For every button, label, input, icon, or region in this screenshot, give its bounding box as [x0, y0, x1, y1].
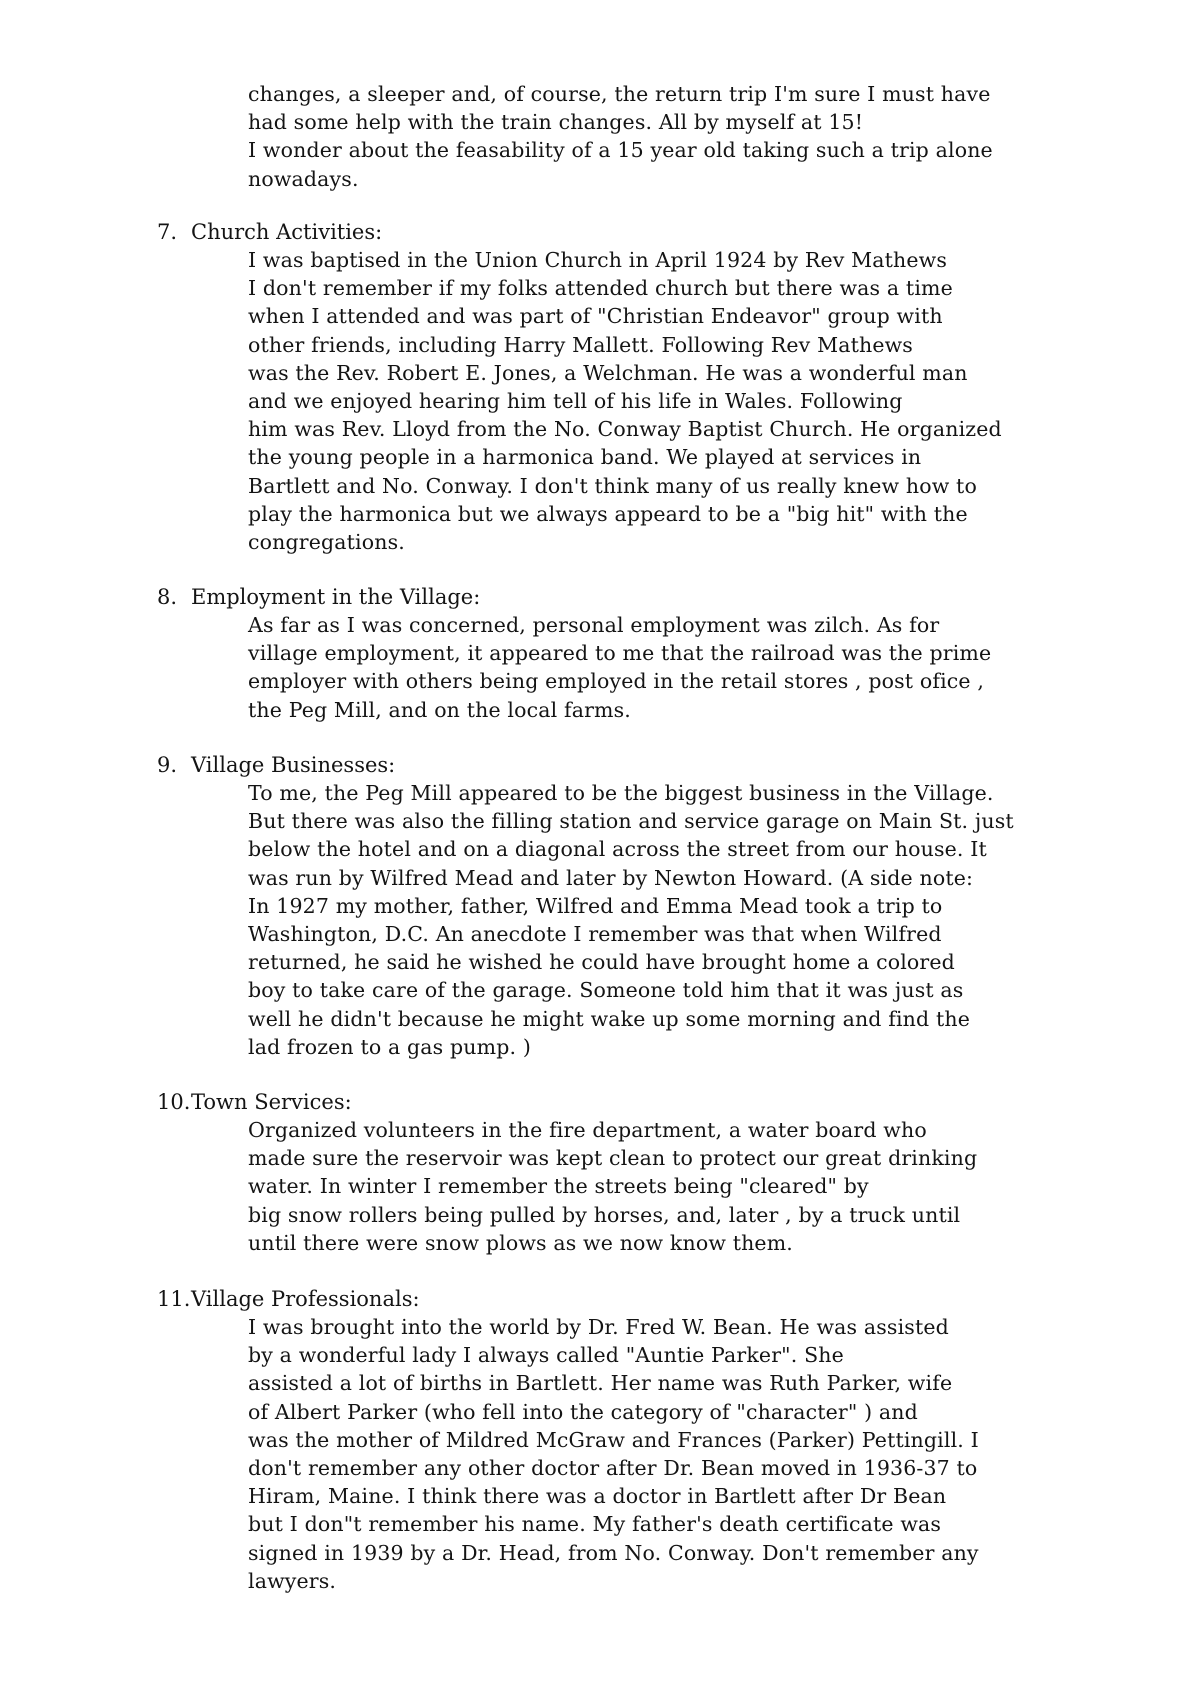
section-body: [248, 611, 1117, 724]
section-body: [248, 246, 1117, 556]
text-line: below the hotel and on a diagonal across the street from our house. It: [248, 837, 987, 862]
text-line: don't remember any other doctor after Dr. Bean moved in 1936-37 to: [248, 1456, 978, 1481]
text-line: lawyers.: [248, 1568, 337, 1593]
text-line: Washington, D.C. An anecdote I remember was that when Wilfred: [248, 922, 942, 947]
text-line: assisted a lot of births in Bartlett. Her name was Ruth Parker, wife: [248, 1371, 953, 1396]
section-village-businesses: [157, 751, 1117, 1061]
text-line: Organized volunteers in the fire department, a water board who: [248, 1118, 927, 1142]
section-body: [248, 779, 1117, 1061]
text-line: was run by Wilfred Mead and later by Newton Howard. (A side note:: [248, 865, 974, 890]
intro-paragraph: [248, 80, 1128, 193]
text-line: Bartlett and No. Conway. I don't think many of us really knew how to: [248, 473, 977, 498]
text-line: village employment, it appeared to me that the railroad was the prime: [248, 641, 992, 666]
text-line: nowadays.: [248, 166, 359, 191]
section-heading: [157, 1088, 1117, 1116]
text-line: I was brought into the world by Dr. Fred W. Bean. He was assisted: [248, 1315, 949, 1339]
text-line: him was Rev. Lloyd from the No. Conway Baptist Church. He organized: [248, 417, 1002, 442]
section-heading: [157, 218, 1117, 246]
text-line: water. In winter I remember the streets being "cleared" by: [248, 1174, 869, 1199]
text-line: returned, he said he wished he could have brought home a colored: [248, 950, 955, 975]
text-line: and we enjoyed hearing him tell of his life in Wales. Following: [248, 389, 903, 414]
text-line: well he didn't because he might wake up some morning and find the: [248, 1006, 970, 1031]
section-heading: [157, 751, 1117, 779]
section-heading: [157, 1285, 1117, 1313]
text-line: other friends, including Harry Mallett. Following Rev Mathews: [248, 332, 913, 357]
section-number: 10.: [157, 1090, 191, 1114]
text-line: congregations.: [248, 530, 405, 555]
text-line: Hiram, Maine. I think there was a doctor in Bartlett after Dr Bean: [248, 1484, 947, 1509]
section-body: [248, 1313, 1117, 1595]
text-line: but I don"t remember his name. My father's death certificate was: [248, 1512, 942, 1537]
text-line: the young people in a harmonica band. We played at services in: [248, 445, 922, 470]
section-number: 11.: [157, 1287, 191, 1311]
section-town-services: [157, 1088, 1117, 1257]
text-line: To me, the Peg Mill appeared to be the biggest business in the Village.: [248, 781, 994, 805]
text-line: But there was also the filling station and service garage on Main St. just: [248, 809, 1014, 834]
section-number: 8.: [157, 585, 178, 609]
text-line: changes, a sleeper and, of course, the return trip I'm sure I must have: [248, 82, 991, 106]
text-line: of Albert Parker (who fell into the category of "character" ) and: [248, 1399, 918, 1424]
section-heading: [157, 583, 1117, 611]
text-line: when I attended and was part of "Christian Endeavor" group with: [248, 304, 943, 329]
section-title: Village Businesses:: [191, 753, 396, 777]
text-line: was the mother of Mildred McGraw and Frances (Parker) Pettingill. I: [248, 1427, 979, 1452]
section-number: 7.: [157, 220, 178, 244]
text-line: I don't remember if my folks attended church but there was a time: [248, 276, 953, 301]
text-line: made sure the reservoir was kept clean to protect our great drinking: [248, 1146, 978, 1171]
section-title: Village Professionals:: [191, 1287, 420, 1311]
text-line: until there were snow plows as we now know them.: [248, 1230, 793, 1255]
section-body: [248, 1116, 1117, 1257]
text-line: signed in 1939 by a Dr. Head, from No. Conway. Don't remember any: [248, 1540, 979, 1565]
text-line: had some help with the train changes. All by myself at 15!: [248, 110, 864, 135]
text-line: boy to take care of the garage. Someone told him that it was just as: [248, 978, 964, 1003]
text-line: lad frozen to a gas pump. ): [248, 1034, 531, 1059]
text-line: In 1927 my mother, father, Wilfred and Emma Mead took a trip to: [248, 893, 943, 918]
section-title: Town Services:: [191, 1090, 352, 1114]
section-village-professionals: [157, 1285, 1117, 1595]
section-employment: [157, 583, 1117, 724]
text-line: was the Rev. Robert E. Jones, a Welchman. He was a wonderful man: [248, 360, 968, 385]
section-church-activities: [157, 218, 1117, 556]
text-line: the Peg Mill, and on the local farms.: [248, 697, 631, 722]
text-line: I wonder about the feasability of a 15 year old taking such a trip alone: [248, 138, 993, 163]
text-line: I was baptised in the Union Church in April 1924 by Rev Mathews: [248, 248, 948, 272]
text-line: As far as I was concerned, personal employment was zilch. As for: [248, 613, 940, 637]
text-line: big snow rollers being pulled by horses, and, later , by a truck until: [248, 1202, 961, 1227]
section-title: Employment in the Village:: [191, 585, 481, 609]
text-line: by a wonderful lady I always called "Auntie Parker". She: [248, 1343, 844, 1368]
text-line: play the harmonica but we always appeard to be a "big hit" with the: [248, 501, 968, 526]
section-title: Church Activities:: [191, 220, 383, 244]
text-line: employer with others being employed in the retail stores , post ofice ,: [248, 669, 985, 694]
section-number: 9.: [157, 753, 178, 777]
